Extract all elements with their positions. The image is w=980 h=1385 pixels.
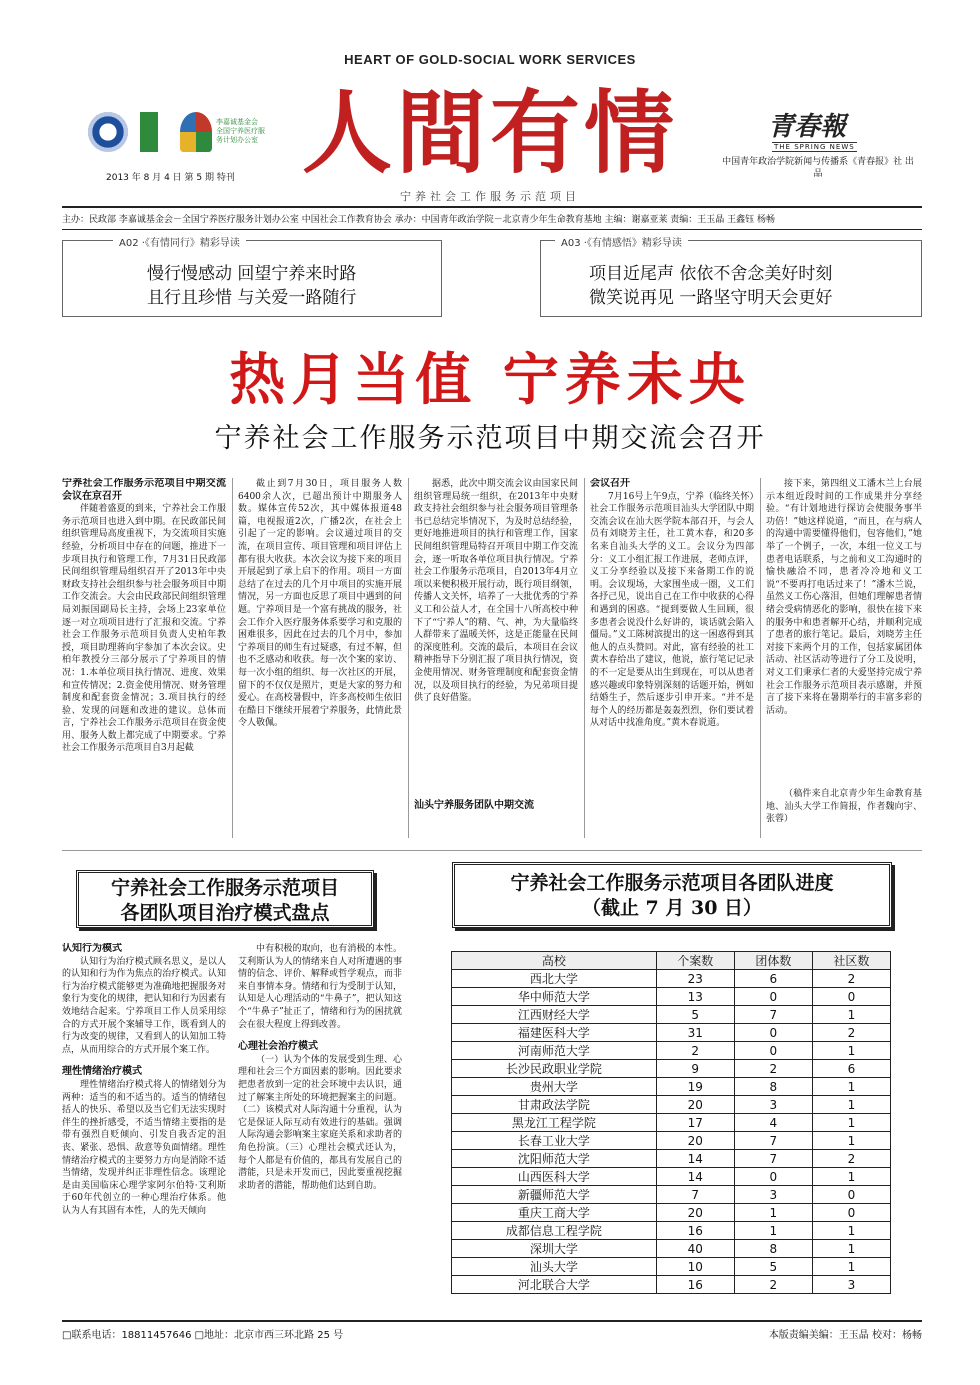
youth-news-english: THE SPRING NEWS	[774, 143, 855, 151]
count-cell: 20	[656, 1132, 734, 1150]
sponsor-logos	[88, 112, 268, 152]
table-header: 社区数	[812, 952, 890, 970]
count-cell: 10	[656, 1258, 734, 1276]
table-row	[452, 970, 891, 988]
count-cell: 4	[734, 1114, 812, 1132]
main-headline: 热月当值 宁养未央	[229, 347, 751, 413]
table-row	[452, 1006, 891, 1024]
school-cell: 沈阳师范大学	[452, 1150, 657, 1168]
count-cell: 23	[656, 970, 734, 988]
school-cell: 贵州大学	[452, 1078, 657, 1096]
count-cell: 0	[812, 1204, 890, 1222]
count-cell: 20	[656, 1096, 734, 1114]
footer-editors: 本版责编美编：王玉晶 校对：杨畅	[768, 1330, 922, 1341]
logo-caption: 李嘉诚基金会 全国宁养医疗服务计划办公室	[216, 118, 265, 144]
school-cell: 甘肃政法学院	[452, 1096, 657, 1114]
column-divider	[408, 478, 409, 838]
school-cell: 重庆工商大学	[452, 1204, 657, 1222]
article-column-5	[766, 478, 922, 838]
table-header: 团体数	[734, 952, 812, 970]
table-row	[452, 1042, 891, 1060]
count-cell: 1	[734, 1204, 812, 1222]
count-cell: 1	[812, 1096, 890, 1114]
box-title-line: 宁养社会工作服务示范项目各团队进度	[510, 872, 834, 894]
school-cell: 长沙民政职业学院	[452, 1060, 657, 1078]
count-cell: 14	[656, 1150, 734, 1168]
ministry-logo-icon	[88, 112, 128, 152]
article-paragraph: 伴随着盛夏的到来，宁养社会工作服务示范项目也进入到中期。在民政部民间组织管理局高度重视下，为交流项目实施经验，分析项目中存在的问题，推进下一步项目执行和管理工作，7月31日民政部民间组织管理局组织召开了2013年中央财政支持社会组织参与社会服务项目中期工作交流会。大会由民政部民间组织管理局刘振国副局长主持，会场上23家单位逐一对立项项目进行了汇报和交流。宁养社会工作服务示范项目负责人史柏年教授，项目助理蒋向宇参加了本次会议。史柏年教授分三部分展示了宁养项目的情况：1.本单位项目执行情况、进度、效果和宣传情况；2.资金使用情况、财务管理制度和配套资金情况；3.项目执行的经验、发现的问题和改进的建议。总体而言，宁养社会工作服务示范项目在资金使用、服务人数上都完成了中期要求。宁养社会工作服务示范项目自3月起截	[62, 504, 226, 754]
count-cell: 2	[734, 1276, 812, 1294]
school-cell: 成都信息工程学院	[452, 1222, 657, 1240]
article-section-title: 汕头宁养服务团队中期交流	[414, 800, 534, 811]
table-row	[452, 1240, 891, 1258]
count-cell: 8	[734, 1078, 812, 1096]
count-cell: 6	[812, 1060, 890, 1078]
publisher-credit: 中国青年政治学院新闻与传播系《青春报》社 出品	[722, 157, 914, 179]
count-cell: 6	[734, 970, 812, 988]
school-cell: 河南师范大学	[452, 1042, 657, 1060]
table-row	[452, 1078, 891, 1096]
box-title-line: 宁养社会工作服务示范项目	[110, 877, 339, 899]
count-cell: 2	[812, 1150, 890, 1168]
table-header-row	[452, 952, 891, 970]
count-cell: 0	[734, 1042, 812, 1060]
table-row	[452, 1114, 891, 1132]
count-cell: 5	[656, 1006, 734, 1024]
article-byline: （稿件来自北京青少年生命教育基地、汕头大学工作简报，作者魏向宇、张蓉）	[766, 789, 922, 825]
treatment-mode-title: 理性情绪治疗模式	[62, 1066, 142, 1078]
school-cell: 福建医科大学	[452, 1024, 657, 1042]
foundation-logo-icon	[180, 112, 212, 152]
table-row	[452, 1222, 891, 1240]
count-cell: 7	[734, 1150, 812, 1168]
section-divider	[62, 850, 922, 851]
count-cell: 2	[656, 1042, 734, 1060]
issue-date: 2013 年 8 月 4 日 第 5 期 特刊	[106, 173, 235, 183]
school-cell: 西北大学	[452, 970, 657, 988]
association-logo-icon	[140, 112, 158, 152]
table-row	[452, 1258, 891, 1276]
masthead-subtitle: 宁养社会工作服务示范项目	[400, 190, 580, 203]
footer-bar	[62, 1320, 922, 1341]
count-cell: 0	[734, 988, 812, 1006]
count-cell: 0	[812, 988, 890, 1006]
count-cell: 2	[812, 1024, 890, 1042]
count-cell: 1	[812, 1114, 890, 1132]
table-row	[452, 1186, 891, 1204]
count-cell: 20	[656, 1204, 734, 1222]
footer-contact: □联系电话：18811457646 □地址：北京市西三环北路 25 号	[62, 1330, 344, 1341]
table-row	[452, 1024, 891, 1042]
guide-line: 慢行慢感动 回望宁养来时路	[147, 264, 357, 284]
count-cell: 7	[734, 1006, 812, 1024]
count-cell: 2	[812, 970, 890, 988]
treatment-paragraph: （一）认为个体的发展受到生理、心理和社会三个方面因素的影响。因此要求把患者放到一定的社会环境中去认识，通过了解案主所处的环境把握案主的问题。（二）该模式对人际沟通十分重视，认为它是保证人际互动有效进行的基础。强调人际沟通会影响案主家庭关系和求助者的角色扮演。（三）心理社会模式还认为，每个人都是有价值的，都具有发展自己的潜能，只是未开发而已，因此要重视挖掘求助者的潜能，帮助他们达到自助。	[238, 1054, 402, 1191]
youth-news-logo: 青春報	[768, 112, 847, 142]
guide-box-left	[62, 240, 442, 317]
count-cell: 16	[656, 1222, 734, 1240]
school-cell: 河北联合大学	[452, 1276, 657, 1294]
box-title-line: （截止 7 月 30 日）	[581, 897, 763, 919]
treatment-mode-title: 心理社会治疗模式	[238, 1041, 318, 1053]
article-column-2	[238, 478, 402, 838]
count-cell: 19	[656, 1078, 734, 1096]
school-cell: 山西医科大学	[452, 1168, 657, 1186]
english-banner: HEART OF GOLD-SOCIAL WORK SERVICES	[344, 52, 636, 67]
count-cell: 0	[812, 1186, 890, 1204]
article-paragraph: 7月16号上午9点，宁养（临终关怀）社会工作服务示范项目汕头大学团队中期交流会议在汕大医学院本部召开，与会人员有刘晓芳主任，社工黄木春，和20多名来自汕头大学的义工。会议分为四部分：义工小组汇报工作进展，老师点评，义工分享经验以及接下来备期工作的说明。会议现场，大家围坐成一圈，义工们各抒己见，说出自己在工作中收获的心得和遇到的困惑。“提到要做人生回顾，很多患者会说没什么好讲的，谈话就会陷入僵局。”义工陈树滨提出的这一困惑得到其他人的点头赞同。对此，富有经验的社工黄木春给出了建议，他说，旅行笔记记录的不一定是要从出生到现在，可以从患者感兴趣或印象特别深刻的话题开始，例如结婚生子，然后逐步引申开来。“并不是每个人的经历都是轰轰烈烈，你们要试着从对话中找准角度。”黄木春说道。	[590, 491, 754, 729]
school-cell: 汕头大学	[452, 1258, 657, 1276]
treatment-paragraph: 中有积极的取向，也有消极的本性。艾利斯认为人的情绪来自人对所遭遇的事情的信念、评价、解释或哲学观点，而非来自事情本身。情绪和行为受制于认知，认知是人心理活动的“牛鼻子”，把认知这个“牛鼻子”扯正了，情绪和行为的困扰就会在很大程度上得到改善。	[238, 944, 402, 1030]
sponsor-bar: 主办：民政部 李嘉诚基金会－全国宁养医疗服务计划办公室 中国社会工作教育协会 承办：中国青年政治学院－北京青少年生命教育基地 主编：谢嘉亚莱 责编：王玉晶 王鑫钰 杨畅	[62, 206, 922, 230]
box-title-line: 各团队项目治疗模式盘点	[120, 902, 330, 924]
count-cell: 9	[656, 1060, 734, 1078]
table-row	[452, 1204, 891, 1222]
article-paragraph: 据悉，此次中期交流会议由国家民间组织管理局统一组织，在2013年中央财政支持社会组织参与社会服务项目管理条书已总结完毕情况下，为及时总结经验，更好地推进项目的执行和管理工作，国家民间组织管理局特召开项目中期工作交流会，逐一听取各单位项目执行情况。宁养社会工作服务示范项目，自2013年4月立项以来便积极开展行动，既行项目纲领，传播人文关怀，培养了一大批优秀的宁养义工和公益人才，在全国十八所高校中种下了“宁养人”的精、气、神，为大量临终人群带来了温暖关怀，这是正能量在民间的深度胜利。交流的最后，本项目在会议精神指导下分别汇报了项目执行情况，资金使用情况、财务管理制度和配套资金情况，以及项目执行的经验，为兄弟项目提供了良好借鉴。	[414, 479, 578, 704]
article-column-3	[414, 478, 578, 838]
count-cell: 1	[812, 1240, 890, 1258]
school-cell: 长春工业大学	[452, 1132, 657, 1150]
table-row	[452, 1150, 891, 1168]
article-column-1	[62, 478, 226, 838]
school-cell: 新疆师范大学	[452, 1186, 657, 1204]
guide-label: A02 ·《有情同行》精彩导读	[113, 234, 246, 249]
count-cell: 14	[656, 1168, 734, 1186]
treatment-paragraph: 理性情绪治疗模式将人的情绪划分为两种：适当的和不适当的。适当的情绪包括人的快乐、希望以及当它们无法实现时伴生的挫折感受，不适当情绪主要指的是带有强烈自贬倾向、引发自我否定的沮丧、紧张、恐惧、敌意等负面情绪。理性情绪治疗模式的主要努力方向是消除不适当情绪，发现并纠正非理性信念。该理论是由美国临床心理学家阿尔伯特·艾利斯于60年代创立的一种心理治疗体系。他认为人有其固有本性，人的先天倾向	[62, 1079, 226, 1216]
count-cell: 1	[812, 1006, 890, 1024]
count-cell: 0	[734, 1024, 812, 1042]
treatment-paragraph: 认知行为治疗模式顾名思义，是以人的认知和行为作为焦点的治疗模式。认知行为治疗模式能够更为准确地把握服务对象行为变化的规律，把认知和行为因素有效地结合起来。宁养项目工作人员采用综合的方式开展个案辅导工作，既看到人的行为改变的规律，又看到人的认知加工特点，从而用综合的方式开展个案工作。	[62, 956, 226, 1055]
count-cell: 1	[812, 1042, 890, 1060]
article-column-4	[590, 478, 754, 838]
treatment-box-title	[76, 870, 374, 928]
count-cell: 13	[656, 988, 734, 1006]
school-cell: 江西财经大学	[452, 1006, 657, 1024]
column-divider	[232, 478, 233, 838]
guide-line: 且行且珍惜 与关爱一路随行	[147, 288, 357, 308]
treatment-column-2	[238, 943, 402, 1313]
article-paragraph: 接下来，第四组义工潘木兰上台展示本组近段时间的工作成果并分享经验。“有计划地进行探访会使服务事半功倍！”她这样说道，“而且，在与病人的沟通中需要懂得他们，包容他们，”她举了一个例子，一次，本组一位义工与患者电话联系，与之前和义工沟通时的愉快融洽不同，患者冷冷地和义工说“不要再打电话过来了！”潘木兰说，虽然义工伤心落泪，但她们理解患者情绪会受病情恶化的影响，很快在接下来的服务中和患者解开心结，并顺利完成了患者的旅行笔记。最后，刘晓芳主任对接下来两个月的工作，包括家属团体活动、社区活动等进行了分工及说明，对义工们秉承仁者的大爱坚持完成宁养社会工作服务示范项目表示感谢，并预言了接下来将在暑期举行的丰富多彩的活动。	[766, 479, 922, 716]
column-divider	[760, 478, 761, 838]
column-divider	[584, 478, 585, 838]
count-cell: 16	[656, 1276, 734, 1294]
table-row	[452, 1168, 891, 1186]
guide-label: A03 ·《有情感悟》精彩导读	[555, 234, 688, 249]
school-cell: 华中师范大学	[452, 988, 657, 1006]
masthead-title: 人間有情	[302, 80, 678, 186]
count-cell: 1	[812, 1132, 890, 1150]
progress-box-title	[452, 862, 892, 928]
table-row	[452, 1132, 891, 1150]
treatment-mode-title: 认知行为模式	[62, 943, 122, 954]
count-cell: 0	[734, 1168, 812, 1186]
count-cell: 3	[734, 1186, 812, 1204]
count-cell: 7	[656, 1186, 734, 1204]
count-cell: 1	[812, 1258, 890, 1276]
school-cell: 深圳大学	[452, 1240, 657, 1258]
count-cell: 40	[656, 1240, 734, 1258]
count-cell: 7	[734, 1132, 812, 1150]
count-cell: 31	[656, 1024, 734, 1042]
article-section-title: 会议召开	[590, 478, 630, 489]
sub-headline: 宁养社会工作服务示范项目中期交流会召开	[214, 423, 766, 454]
count-cell: 3	[734, 1096, 812, 1114]
treatment-column-1	[62, 943, 226, 1313]
table-header: 个案数	[656, 952, 734, 970]
table-row	[452, 988, 891, 1006]
count-cell: 1	[812, 1168, 890, 1186]
count-cell: 2	[734, 1060, 812, 1078]
table-row	[452, 1060, 891, 1078]
count-cell: 1	[812, 1222, 890, 1240]
guide-box-right	[540, 240, 922, 317]
article-paragraph: 截止到7月30日，项目服务人数6400余人次，已超出预计中期服务人数。媒体宣传52次，其中媒体报道48篇，电视报道2次，广播2次，在社会上引起了一定的影响。会议通过项目的交流，在项目宣传、项目管理和项目评估上都有很大收获。本次会议为接下来的项目开展起到了承上启下的作用。项目一方面总结了在过去的几个月中项目的实施开展情况，另一方面也反思了项目中遇到的问题。宁养项目是一个富有挑战的服务，社会工作介入医疗服务体系要学习和克服的困难很多，因此在过去的几个月中，参加宁养项目的师生有过疑惑，有过不解，但也不乏感动和收获。每一次个案的家访、每一次小组的组织、每一次社区的开展，留下的不仅仅是照片，更是大家的努力和爱心。在高校暑假中，许多高校师生依旧在酷日下继续开展着宁养服务，此情此景令人敬佩。	[238, 479, 402, 729]
count-cell: 3	[812, 1276, 890, 1294]
count-cell: 1	[812, 1078, 890, 1096]
article-section-title: 宁养社会工作服务示范项目中期交流会议在京召开	[62, 478, 226, 502]
count-cell: 8	[734, 1240, 812, 1258]
table-row	[452, 1096, 891, 1114]
guide-line: 项目近尾声 依依不舍念美好时刻	[589, 264, 833, 284]
count-cell: 17	[656, 1114, 734, 1132]
count-cell: 5	[734, 1258, 812, 1276]
table-row	[452, 1276, 891, 1294]
guide-line: 微笑说再见 一路坚守明天会更好	[589, 288, 833, 308]
count-cell: 1	[734, 1222, 812, 1240]
table-header: 高校	[452, 952, 657, 970]
progress-table	[451, 951, 891, 1294]
school-cell: 黑龙江工程学院	[452, 1114, 657, 1132]
